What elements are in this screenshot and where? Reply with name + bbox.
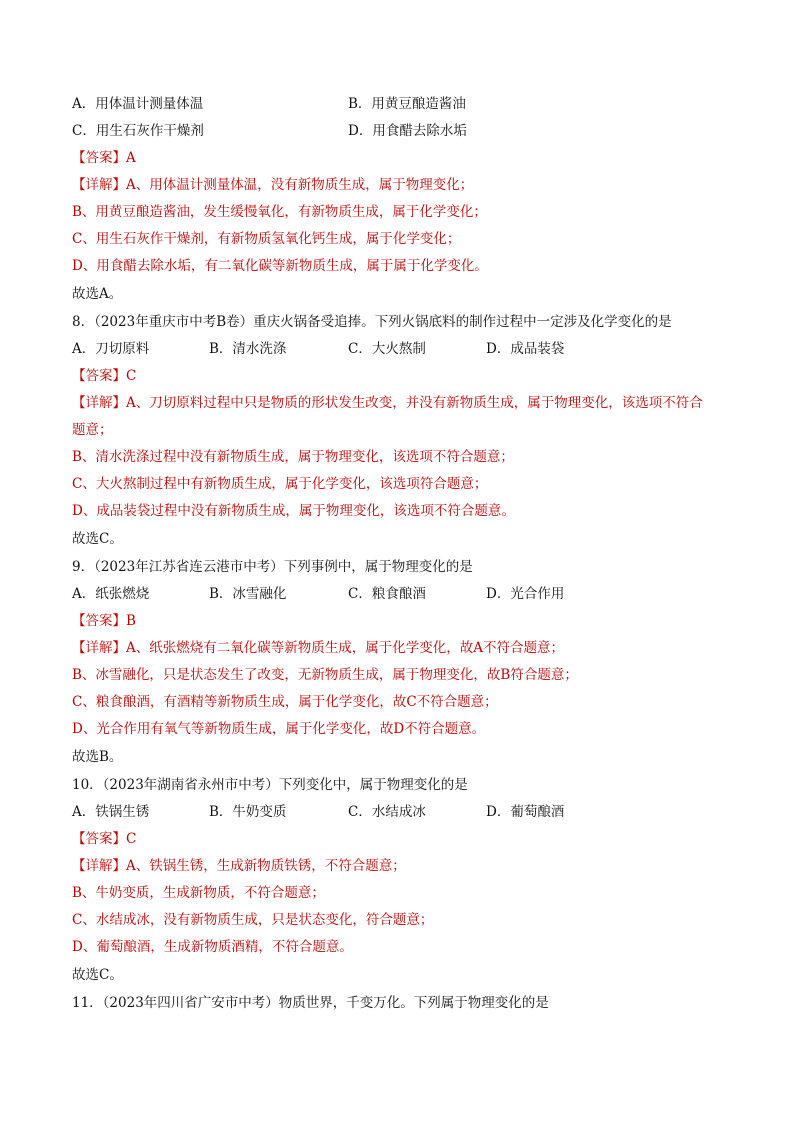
- q11-stem: 11．（2023年四川省广安市中考）物质世界，千变万化。下列属于物理变化的是: [72, 995, 549, 1011]
- q9-detail-line: C、粮食酿酒，有酒精等新物质生成，属于化学变化，故C不符合题意；: [72, 694, 498, 710]
- answer-tag: 【答案】: [72, 150, 126, 166]
- q10-detail-line: D、葡萄酿酒，生成新物质酒精，不符合题意。: [72, 939, 353, 955]
- answer-tag: 【答案】: [72, 831, 126, 847]
- q8-stem: 8．（2023年重庆市中考B卷）重庆火锅备受追捧。下列火锅底料的制作过程中一定涉及化学变化的是: [72, 314, 672, 330]
- q8-detail-line: D、成品装袋过程中没有新物质生成，属于物理变化，该选项不符合题意。: [72, 503, 515, 519]
- q10-option-b: B．牛奶变质: [209, 804, 287, 820]
- q9-options: [72, 584, 565, 604]
- q7-detail-line: C、用生石灰作干燥剂，有新物质氢氧化钙生成，属于化学变化；: [72, 231, 461, 247]
- answer-value: C: [126, 831, 137, 847]
- answer-value: C: [126, 368, 137, 384]
- q7-detail-line: [72, 175, 473, 195]
- q7-option-a: A．用体温计测量体温: [72, 96, 204, 112]
- q8-detail-line: [72, 393, 703, 413]
- detail-tag: 【详解】: [72, 858, 126, 874]
- q9-detail-line: [72, 638, 564, 658]
- detail-text: A、刀切原料过程中只是物质的形状发生改变，并没有新物质生成，属于物理变化，该选项不符合: [126, 395, 703, 411]
- q9-option-a: A．纸张燃烧: [72, 586, 150, 602]
- detail-tag: 【详解】: [72, 640, 126, 656]
- q10-detail-line: [72, 856, 406, 876]
- answer-value: A: [126, 150, 136, 166]
- q10-option-c: C．水结成冰: [348, 804, 426, 820]
- q8-option-c: C．大火熬制: [348, 341, 426, 357]
- q9-option-d: D．光合作用: [486, 586, 565, 602]
- q10-detail-line: B、牛奶变质，生成新物质，不符合题意；: [72, 885, 325, 901]
- q8-option-a: A．刀切原料: [72, 341, 150, 357]
- detail-text: A、纸张燃烧有二氧化碳等新物质生成，属于化学变化，故A不符合题意；: [126, 640, 564, 656]
- q8-detail-wrap: 题意；: [72, 422, 113, 438]
- q7-detail-line: B、用黄豆酿造酱油，发生缓慢氧化，有新物质生成，属于化学变化；: [72, 204, 487, 220]
- q7-option-c: C．用生石灰作干燥剂: [72, 123, 204, 139]
- q8-answer: [72, 366, 136, 386]
- q8-detail-line: B、清水洗涤过程中没有新物质生成，属于物理变化，该选项不符合题意；: [72, 449, 514, 465]
- detail-text: A、铁锅生锈，生成新物质铁锈，不符合题意；: [126, 858, 406, 874]
- q7-option-b: B．用黄豆酿造酱油: [348, 96, 466, 112]
- q7-detail-line: D、用食醋去除水垢，有二氧化碳等新物质生成，属于属于化学变化。: [72, 258, 488, 274]
- q7-conclusion: 故选A。: [72, 286, 123, 302]
- answer-value: B: [126, 613, 136, 629]
- q10-answer: [72, 829, 136, 849]
- q8-option-b: B．清水洗涤: [209, 341, 287, 357]
- q10-option-a: A．铁锅生锈: [72, 804, 150, 820]
- q7-answer: [72, 148, 136, 168]
- answer-tag: 【答案】: [72, 613, 126, 629]
- q9-option-b: B．冰雪融化: [209, 586, 287, 602]
- q9-stem: 9．（2023年江苏省连云港市中考）下列事例中，属于物理变化的是: [72, 559, 473, 575]
- q10-options: [72, 802, 565, 822]
- q10-detail-line: C、水结成冰，没有新物质生成，只是状态变化，符合题意；: [72, 912, 434, 928]
- detail-tag: 【详解】: [72, 177, 126, 193]
- q7-option-row-2: [72, 121, 467, 141]
- q8-option-d: D．成品装袋: [486, 341, 565, 357]
- q10-option-d: D．葡萄酿酒: [486, 804, 565, 820]
- q8-options: [72, 339, 565, 359]
- q7-option-row-1: [72, 94, 466, 114]
- q9-detail-line: D、光合作用有氧气等新物质生成，属于化学变化，故D不符合题意。: [72, 721, 486, 737]
- q9-answer: [72, 611, 136, 631]
- q10-conclusion: 故选C。: [72, 967, 123, 983]
- q7-option-d: D．用食醋去除水垢: [348, 123, 467, 139]
- q9-conclusion: 故选B。: [72, 749, 123, 765]
- detail-text: A、用体温计测量体温，没有新物质生成，属于物理变化；: [126, 177, 474, 193]
- q10-stem: 10．（2023年湖南省永州市中考）下列变化中，属于物理变化的是: [72, 777, 468, 793]
- detail-tag: 【详解】: [72, 395, 126, 411]
- q8-detail-line: C、大火熬制过程中有新物质生成，属于化学变化，该选项符合题意；: [72, 476, 488, 492]
- q9-option-c: C．粮食酿酒: [348, 586, 426, 602]
- answer-tag: 【答案】: [72, 368, 126, 384]
- q8-conclusion: 故选C。: [72, 531, 123, 547]
- q9-detail-line: B、冰雪融化，只是状态发生了改变，无新物质生成，属于物理变化，故B符合题意；: [72, 667, 578, 683]
